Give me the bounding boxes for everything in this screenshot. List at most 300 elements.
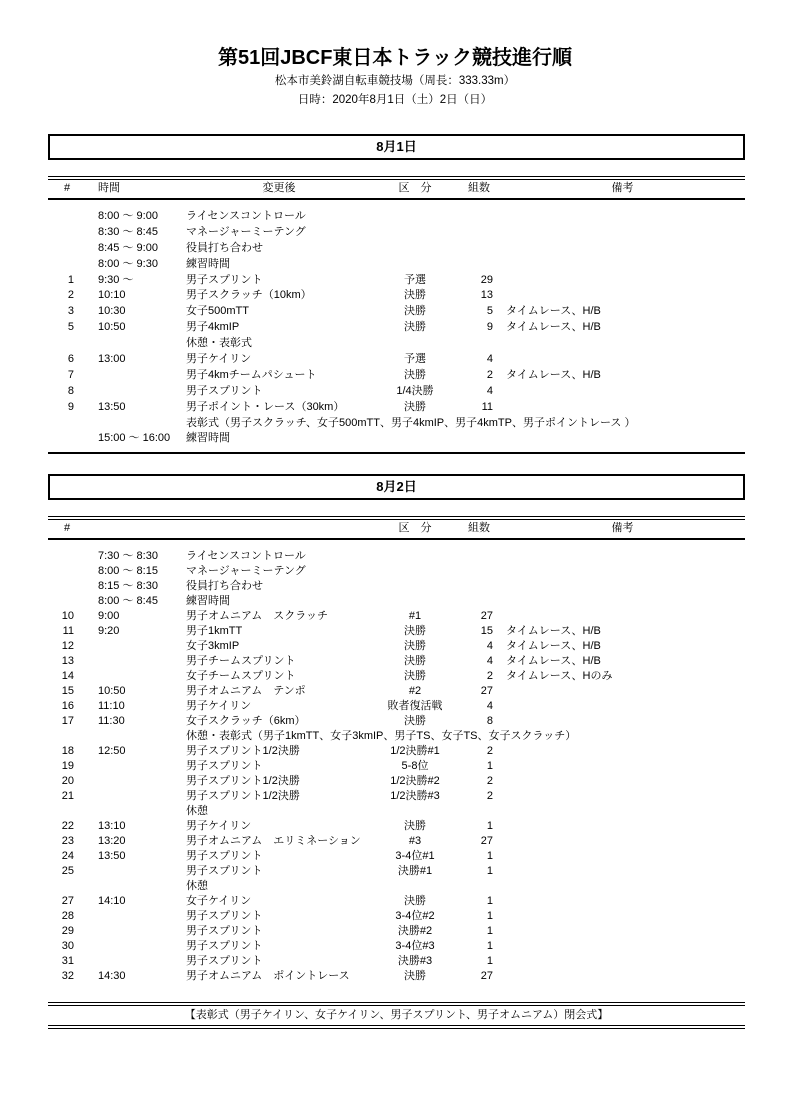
- heats-cell: [458, 549, 500, 564]
- event-cell: 男子4kmIP: [186, 321, 240, 334]
- time-cell: 8:00 ～ 9:00: [98, 210, 158, 222]
- event-cell: 男子スプリント: [186, 273, 263, 286]
- notes-cell: タイムレース、H/B: [506, 655, 601, 668]
- event-cell: 男子1kmTT: [186, 625, 243, 638]
- time-cell: 12:50: [98, 745, 126, 758]
- heats-cell: [458, 804, 500, 819]
- table-row: [48, 609, 745, 624]
- table-row: [48, 909, 745, 924]
- num-cell: [48, 336, 86, 352]
- heats-cell: 2: [486, 368, 493, 381]
- column-header-time: 時間: [98, 182, 120, 194]
- heats-cell: 4: [486, 384, 493, 397]
- table-row: [48, 744, 745, 759]
- num-cell: 25: [61, 865, 74, 878]
- category-cell: [372, 879, 458, 894]
- event-cell: 男子スプリント: [186, 940, 263, 953]
- category-cell: 敗者復活戦: [387, 700, 443, 713]
- column-header-category: 区 分: [398, 522, 432, 535]
- table-row: [48, 759, 745, 774]
- table-row: [48, 384, 745, 400]
- time-cell: [86, 864, 186, 879]
- column-header-time: [86, 520, 186, 538]
- event-cell: 役員打ち合わせ: [186, 241, 263, 254]
- num-cell: 12: [61, 640, 74, 653]
- time-cell: 14:10: [98, 895, 126, 908]
- time-cell: [86, 909, 186, 924]
- notes-cell: [500, 864, 745, 879]
- table-body: [48, 200, 745, 452]
- category-cell: 決勝: [404, 670, 426, 683]
- category-cell: 予選: [404, 273, 426, 286]
- notes-cell: タイムレース、H/B: [506, 368, 601, 381]
- time-cell: [86, 774, 186, 789]
- day2-section: [48, 474, 745, 1029]
- event-cell: 男子ケイリン: [186, 820, 252, 833]
- heats-cell: 11: [481, 400, 493, 413]
- num-cell: 6: [67, 353, 74, 366]
- table-row: [48, 789, 745, 804]
- time-cell: 9:00: [98, 610, 120, 623]
- event-cell: 男子ポイント・レース（30km）: [186, 400, 345, 413]
- category-cell: 決勝: [404, 715, 426, 728]
- category-cell: [372, 549, 458, 564]
- event-cell: 女子500mTT: [186, 305, 249, 318]
- document-header: [0, 0, 790, 108]
- table-row: [48, 699, 745, 714]
- table-row: [48, 669, 745, 684]
- heats-cell: 1: [486, 925, 493, 938]
- heats-cell: [458, 336, 500, 352]
- time-cell: 8:00 ～ 9:30: [98, 257, 158, 270]
- time-cell: 10:50: [98, 685, 126, 698]
- num-cell: 19: [61, 760, 74, 773]
- column-header-notes: 備考: [611, 522, 634, 535]
- table-row: [48, 939, 745, 954]
- table-row: [48, 684, 745, 699]
- num-cell: 16: [61, 700, 74, 713]
- notes-cell: [500, 352, 745, 368]
- heats-cell: [458, 579, 500, 594]
- category-cell: 5-8位: [401, 760, 429, 773]
- event-cell: ライセンスコントロール: [186, 210, 306, 222]
- num-cell: [48, 804, 86, 819]
- event-cell: 男子オムニアム エリミネーション: [186, 835, 361, 848]
- heats-cell: 8: [486, 715, 493, 728]
- category-cell: [372, 431, 458, 447]
- num-cell: [48, 225, 86, 241]
- table-row: [48, 879, 745, 894]
- table-row: [48, 804, 745, 819]
- category-cell: [372, 241, 458, 257]
- num-cell: 5: [67, 321, 74, 334]
- category-cell: 決勝#2: [397, 925, 433, 938]
- num-cell: 31: [61, 955, 74, 968]
- notes-cell: [500, 939, 745, 954]
- event-cell: 練習時間: [186, 257, 230, 270]
- heats-cell: 29: [480, 273, 493, 286]
- category-cell: 3-4位#3: [395, 940, 435, 953]
- category-cell: 3-4位#1: [395, 850, 435, 863]
- table-row: [48, 654, 745, 669]
- venue-line: 松本市美鈴湖自転車競技場（周長：333.33m）: [274, 75, 516, 87]
- notes-cell: [500, 431, 745, 447]
- heats-cell: 4: [486, 700, 493, 713]
- num-cell: [48, 209, 86, 225]
- notes-cell: [500, 564, 745, 579]
- column-header-num: #: [63, 522, 71, 535]
- time-cell: [86, 954, 186, 969]
- category-cell: [372, 579, 458, 594]
- event-cell: 男子スプリント: [186, 865, 263, 878]
- time-cell: 11:10: [98, 700, 125, 713]
- category-cell: 1/2決勝#3: [390, 790, 440, 803]
- num-cell: [48, 729, 86, 744]
- num-cell: 14: [61, 670, 74, 683]
- heats-cell: [458, 594, 500, 609]
- notes-cell: [500, 609, 745, 624]
- notes-cell: [500, 225, 745, 241]
- num-cell: 17: [61, 715, 74, 728]
- notes-cell: [500, 849, 745, 864]
- num-cell: 13: [61, 655, 74, 668]
- num-cell: [48, 241, 86, 257]
- notes-cell: [500, 273, 745, 289]
- time-cell: [86, 804, 186, 819]
- event-cell: 男子スプリント1/2決勝: [186, 745, 300, 758]
- time-cell: [86, 336, 186, 352]
- column-header-event: 変更後: [262, 182, 296, 194]
- notes-cell: タイムレース、H/B: [506, 305, 601, 318]
- category-cell: 決勝: [404, 289, 426, 302]
- table-header-row: [48, 176, 745, 200]
- date-line: 日時：2020年8月1日（土）2日（日）: [297, 94, 493, 106]
- notes-cell: タイムレース、H/B: [506, 321, 601, 334]
- category-cell: [372, 564, 458, 579]
- table-row: [48, 288, 745, 304]
- table-row: [48, 257, 745, 273]
- time-cell: [86, 654, 186, 669]
- num-cell: 27: [61, 895, 74, 908]
- time-cell: 13:50: [98, 400, 126, 413]
- table-row: [48, 819, 745, 834]
- heats-cell: 15: [480, 625, 493, 638]
- time-cell: [86, 939, 186, 954]
- event-cell: 休憩: [186, 805, 208, 818]
- time-cell: 11:30: [98, 715, 125, 728]
- table-row: [48, 368, 745, 384]
- time-cell: [86, 416, 186, 432]
- category-cell: #1: [408, 610, 422, 623]
- time-cell: 15:00 ～ 16:00: [98, 432, 171, 445]
- heats-cell: 1: [486, 820, 493, 833]
- notes-cell: [500, 714, 745, 729]
- event-cell: 男子スプリント: [186, 925, 263, 938]
- time-cell: [86, 729, 186, 744]
- notes-cell: [500, 954, 745, 969]
- event-cell: マネージャーミーテング: [186, 225, 306, 238]
- category-cell: [372, 257, 458, 273]
- notes-cell: タイムレース、Hのみ: [506, 670, 613, 683]
- column-header-notes: 備考: [611, 182, 634, 194]
- heats-cell: [458, 564, 500, 579]
- notes-cell: タイムレース、H/B: [506, 640, 601, 653]
- time-cell: 10:50: [98, 321, 126, 334]
- heats-cell: 5: [486, 305, 493, 318]
- table-row: [48, 594, 745, 609]
- event-cell: 休憩・表彰式: [186, 337, 252, 350]
- category-cell: 1/2決勝#2: [390, 775, 440, 788]
- table-header-row: [48, 516, 745, 540]
- category-cell: 決勝: [404, 625, 426, 638]
- num-cell: [48, 549, 86, 564]
- table-row: [48, 336, 745, 352]
- category-cell: 決勝#1: [397, 865, 433, 878]
- heats-cell: 4: [486, 655, 493, 668]
- time-cell: [86, 639, 186, 654]
- table-row: [48, 579, 745, 594]
- category-cell: [372, 225, 458, 241]
- num-cell: [48, 416, 86, 432]
- heats-cell: 1: [486, 865, 493, 878]
- table-row: [48, 894, 745, 909]
- heats-cell: 4: [486, 353, 493, 366]
- time-cell: 10:30: [98, 305, 126, 318]
- category-cell: #3: [408, 835, 422, 848]
- heats-cell: [458, 241, 500, 257]
- num-cell: 18: [61, 745, 74, 758]
- notes-cell: [500, 684, 745, 699]
- heats-cell: 27: [480, 970, 493, 983]
- event-cell: 男子オムニアム ポイントレース: [186, 970, 350, 983]
- notes-cell: [500, 288, 745, 304]
- table-row: [48, 352, 745, 368]
- heats-cell: 13: [480, 289, 493, 302]
- table-row: [48, 304, 745, 320]
- table-row: [48, 320, 745, 336]
- event-cell: 男子スプリント: [186, 910, 263, 923]
- num-cell: 29: [61, 925, 74, 938]
- heats-cell: 27: [480, 685, 493, 698]
- time-cell: [86, 789, 186, 804]
- time-cell: 13:00: [98, 353, 126, 366]
- num-cell: [48, 594, 86, 609]
- num-cell: 22: [61, 820, 74, 833]
- notes-cell: [500, 834, 745, 849]
- time-cell: 13:10: [98, 820, 126, 833]
- table-row: [48, 549, 745, 564]
- num-cell: 9: [67, 400, 74, 413]
- time-cell: [86, 759, 186, 774]
- notes-cell: [500, 909, 745, 924]
- num-cell: [48, 564, 86, 579]
- table-row: [48, 416, 745, 432]
- num-cell: 7: [67, 368, 74, 381]
- category-cell: 決勝: [404, 655, 426, 668]
- time-cell: [86, 924, 186, 939]
- event-cell: 男子スプリント: [186, 384, 263, 397]
- event-cell: 男子オムニアム テンポ: [186, 685, 306, 698]
- time-cell: 10:10: [98, 289, 126, 302]
- time-cell: 13:20: [98, 835, 126, 848]
- category-cell: [372, 594, 458, 609]
- event-cell: 役員打ち合わせ: [186, 580, 263, 593]
- day2-header: 8月2日: [48, 474, 745, 500]
- event-cell: 男子チームスプリント: [186, 655, 296, 668]
- table-row: [48, 639, 745, 654]
- category-cell: 決勝: [404, 970, 426, 983]
- day1-section: [48, 134, 745, 454]
- notes-cell: [500, 579, 745, 594]
- day2-schedule-table: [48, 516, 745, 989]
- event-cell: 男子ケイリン: [186, 700, 252, 713]
- notes-cell: [500, 744, 745, 759]
- table-row: [48, 225, 745, 241]
- table-row: [48, 954, 745, 969]
- event-cell: 男子スクラッチ（10km）: [186, 289, 312, 302]
- notes-cell: [500, 384, 745, 400]
- event-cell: 男子スプリント: [186, 850, 263, 863]
- table-row: [48, 729, 745, 744]
- event-cell: 表彰式（男子スクラッチ、女子500mTT、男子4kmIP、男子4kmTP、男子ポイントレース ）: [186, 416, 636, 429]
- notes-cell: [500, 894, 745, 909]
- heats-cell: 9: [486, 321, 493, 334]
- notes-cell: [500, 209, 745, 225]
- table-row: [48, 400, 745, 416]
- event-cell: 女子ケイリン: [186, 895, 252, 908]
- category-cell: [372, 209, 458, 225]
- time-cell: 8:00 ～ 8:45: [98, 595, 158, 608]
- notes-cell: [500, 924, 745, 939]
- time-cell: [86, 669, 186, 684]
- event-cell: 休憩: [186, 880, 208, 893]
- heats-cell: [458, 225, 500, 241]
- category-cell: 決勝: [404, 400, 426, 413]
- event-cell: 男子スプリント: [186, 760, 263, 773]
- time-cell: 13:50: [98, 850, 126, 863]
- column-header-groups: 組数: [468, 182, 490, 194]
- notes-cell: [500, 879, 745, 894]
- notes-cell: タイムレース、H/B: [506, 625, 601, 638]
- notes-cell: [500, 774, 745, 789]
- time-cell: [86, 368, 186, 384]
- heats-cell: [458, 257, 500, 273]
- category-cell: #2: [408, 685, 422, 698]
- table-row: [48, 849, 745, 864]
- category-cell: 3-4位#2: [395, 910, 435, 923]
- heats-cell: 2: [486, 790, 493, 803]
- notes-cell: [500, 594, 745, 609]
- category-cell: 1/4決勝: [396, 384, 434, 397]
- num-cell: [48, 431, 86, 447]
- heats-cell: 1: [486, 955, 493, 968]
- notes-cell: [500, 819, 745, 834]
- category-cell: 予選: [404, 353, 426, 366]
- notes-cell: [500, 549, 745, 564]
- num-cell: 1: [67, 273, 74, 286]
- event-cell: 休憩・表彰式（男子1kmTT、女子3kmIP、男子TS、女子TS、女子スクラッチ）: [186, 730, 577, 743]
- column-header-groups: 組数: [468, 522, 490, 535]
- num-cell: [48, 579, 86, 594]
- column-header-num: #: [63, 182, 71, 194]
- category-cell: [372, 336, 458, 352]
- notes-cell: [500, 241, 745, 257]
- event-cell: 練習時間: [186, 595, 230, 608]
- table-row: [48, 624, 745, 639]
- event-cell: 男子スプリント1/2決勝: [186, 775, 300, 788]
- time-cell: 8:30 ～ 8:45: [98, 225, 158, 238]
- event-cell: 女子スクラッチ（6km）: [186, 715, 306, 728]
- table-body: [48, 540, 745, 989]
- time-cell: [86, 384, 186, 400]
- table-row: [48, 834, 745, 849]
- num-cell: 28: [61, 910, 74, 923]
- table-row: [48, 714, 745, 729]
- category-cell: 決勝#3: [397, 955, 433, 968]
- num-cell: 24: [61, 850, 74, 863]
- heats-cell: 2: [486, 775, 493, 788]
- time-cell: 8:00 ～ 8:15: [98, 565, 158, 578]
- notes-cell: [500, 759, 745, 774]
- num-cell: [48, 257, 86, 273]
- event-cell: 男子ケイリン: [186, 353, 252, 366]
- event-cell: 男子オムニアム スクラッチ: [186, 610, 329, 623]
- heats-cell: [458, 879, 500, 894]
- num-cell: 3: [67, 305, 74, 318]
- closing-ceremony-note: 【表彰式（男子ケイリン、女子ケイリン、男子スプリント、男子オムニアム）閉会式】: [48, 1002, 745, 1029]
- table-row: [48, 924, 745, 939]
- category-cell: [372, 804, 458, 819]
- category-cell: 決勝: [404, 321, 426, 334]
- time-cell: 9:30 ～: [98, 273, 134, 286]
- heats-cell: [458, 431, 500, 447]
- event-cell: 女子3kmIP: [186, 640, 240, 653]
- table-row: [48, 273, 745, 289]
- time-cell: 7:30 ～ 8:30: [98, 550, 158, 563]
- num-cell: 2: [67, 289, 74, 302]
- event-cell: 男子スプリント: [186, 955, 263, 968]
- table-row: [48, 774, 745, 789]
- num-cell: 23: [61, 835, 74, 848]
- time-cell: 8:45 ～ 9:00: [98, 241, 158, 254]
- event-cell: マネージャーミーテング: [186, 565, 306, 578]
- heats-cell: 1: [486, 895, 493, 908]
- event-cell: 女子チームスプリント: [186, 670, 296, 683]
- table-row: [48, 564, 745, 579]
- heats-cell: 1: [486, 910, 493, 923]
- notes-cell: [500, 400, 745, 416]
- table-row: [48, 209, 745, 225]
- table-row: [48, 241, 745, 257]
- time-cell: 9:20: [98, 625, 120, 638]
- time-cell: 14:30: [98, 970, 126, 983]
- day1-header: 8月1日: [48, 134, 745, 160]
- table-row: [48, 431, 745, 447]
- heats-cell: 1: [486, 850, 493, 863]
- notes-cell: [500, 969, 745, 984]
- document-body: [48, 134, 745, 1029]
- num-cell: 32: [61, 970, 74, 983]
- day1-schedule-table: [48, 176, 745, 454]
- heats-cell: 2: [486, 745, 493, 758]
- category-cell: 決勝: [404, 895, 426, 908]
- event-cell: 男子スプリント1/2決勝: [186, 790, 300, 803]
- num-cell: 11: [62, 625, 74, 638]
- column-header-category: 区 分: [398, 182, 432, 194]
- page-title: 第51回JBCF東日本トラック競技進行順: [217, 47, 573, 69]
- column-header-event: [186, 520, 372, 538]
- num-cell: 15: [61, 685, 74, 698]
